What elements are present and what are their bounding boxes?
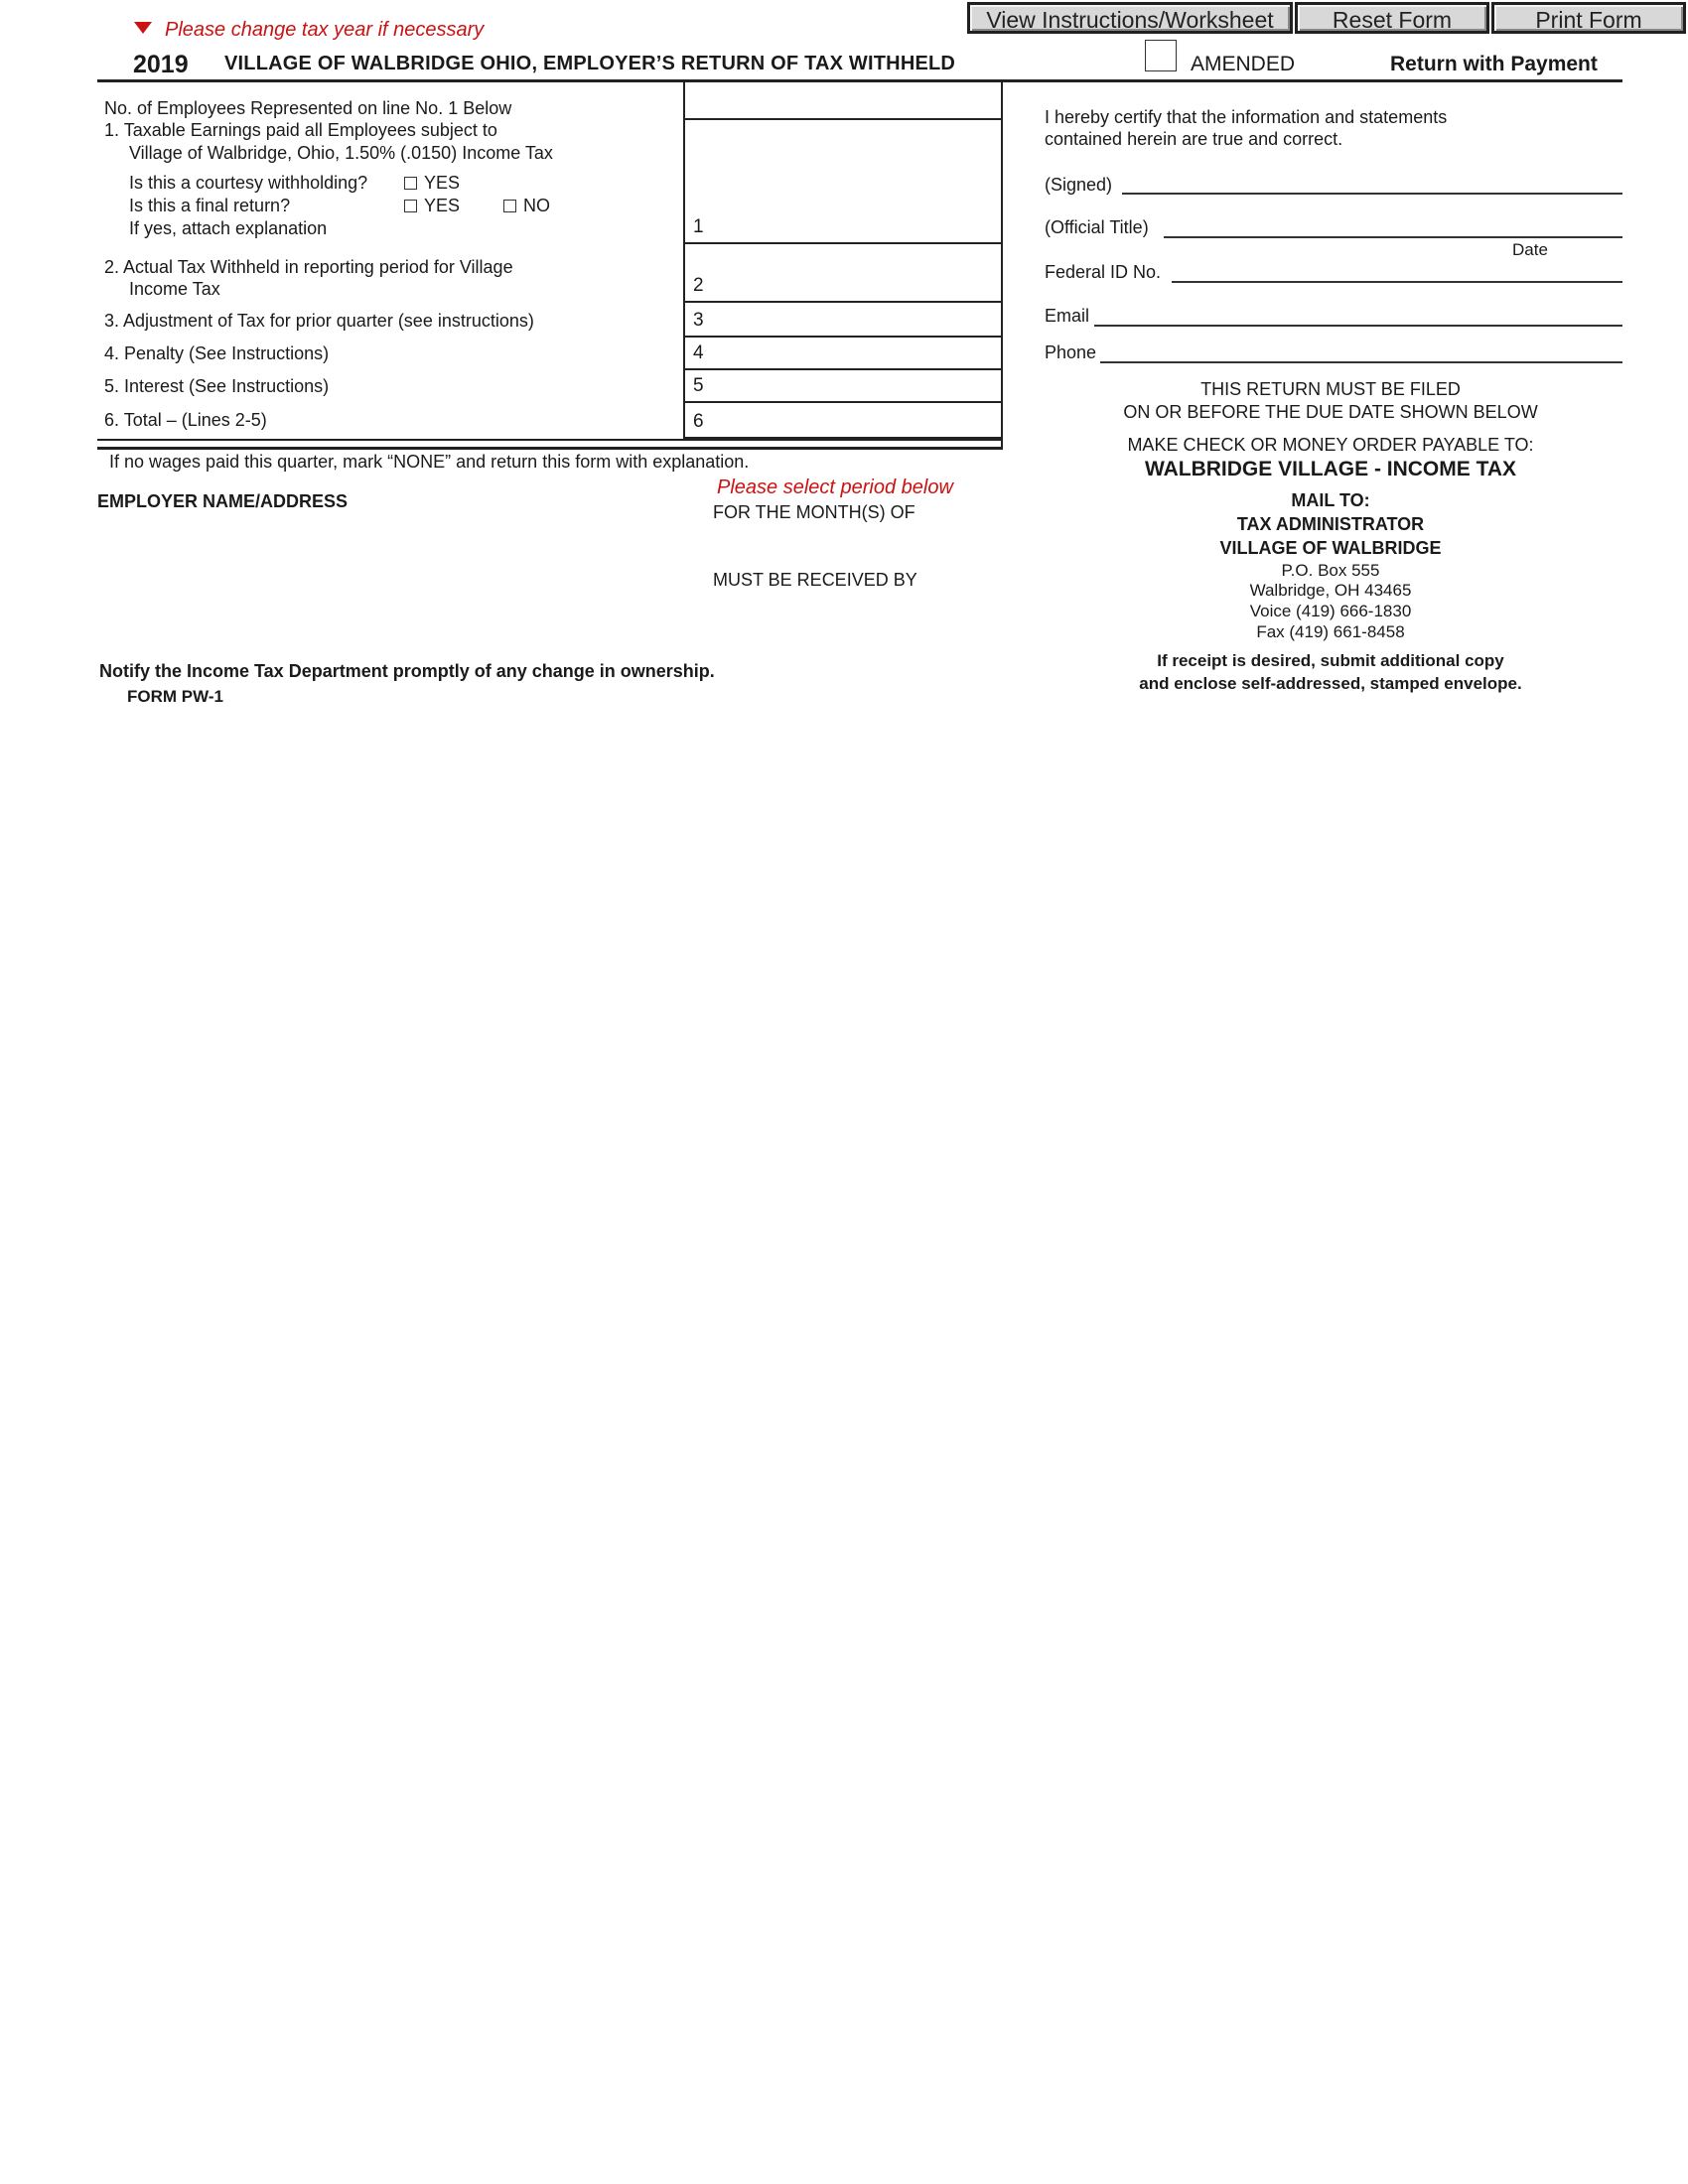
line3-label: 3. Adjustment of Tax for prior quarter (see instructions) [104,311,534,331]
no-wages-note: If no wages paid this quarter, mark “NONE” and return this form with explanation. [109,452,750,472]
signed-field[interactable] [1122,169,1622,193]
signed-label: (Signed) [1045,175,1113,195]
tax-year-select[interactable]: 2019 [133,51,189,78]
line6-label: 6. Total – (Lines 2-5) [104,410,267,430]
filing-notice-line1: THIS RETURN MUST BE FILED [1200,379,1461,399]
signed-line [1122,193,1622,195]
line2-input[interactable] [685,244,1001,301]
must-be-received-by-label: MUST BE RECEIVED BY [713,570,917,590]
line1-label: 1. Taxable Earnings paid all Employees subject to [104,120,497,140]
tax-administrator: TAX ADMINISTRATOR [1236,514,1425,534]
amended-checkbox[interactable] [1145,40,1177,71]
employees-label: No. of Employees Represented on line No. 1 Below [104,98,512,118]
amended-label: AMENDED [1191,53,1296,75]
phone-label: Phone [1045,342,1097,362]
line4-number: 4 [693,342,704,363]
date-label: Date [1512,240,1548,259]
phone-field[interactable] [1100,338,1622,361]
city-state-zip: Walbridge, OH 43465 [1249,581,1412,600]
form-number: FORM PW-1 [127,687,223,706]
period-months-select[interactable]: FOR THE MONTH(S) OF [713,502,915,522]
phone-line [1100,361,1622,363]
attach-explanation-label: If yes, attach explanation [129,218,328,238]
po-box: P.O. Box 555 [1281,561,1380,580]
email-line [1094,325,1622,327]
line3-input[interactable] [685,303,1001,336]
filing-notice-line2: ON OR BEFORE THE DUE DATE SHOWN BELOW [1123,402,1538,422]
line5-number: 5 [693,375,704,396]
line3-number: 3 [693,310,704,331]
triangle-down-icon [134,22,152,34]
federal-id-field[interactable] [1172,257,1622,281]
reset-form-button[interactable]: Reset Form [1295,2,1489,34]
line1-number: 1 [693,216,704,237]
village-name: VILLAGE OF WALBRIDGE [1219,538,1442,558]
tax-year-notice: Please change tax year if necessary [165,19,485,41]
print-form-button[interactable]: Print Form [1491,2,1686,34]
line4-label: 4. Penalty (See Instructions) [104,343,330,363]
email-label: Email [1045,306,1090,326]
line6-input[interactable] [685,403,1001,437]
line1-input[interactable] [685,120,1001,242]
no-label: NO [523,196,550,215]
final-no-checkbox[interactable] [503,200,516,212]
receipt-note-line2: and enclose self-addressed, stamped envelope. [1139,674,1522,693]
final-yes-option[interactable] [404,196,460,216]
courtesy-yes-option[interactable] [404,173,460,194]
payee-name: WALBRIDGE VILLAGE - INCOME TAX [1144,458,1517,480]
grid-line [97,447,1003,450]
fax-number: Fax (419) 661-8458 [1256,622,1405,641]
line2-sublabel: Income Tax [129,279,220,299]
final-no-option[interactable] [503,196,550,216]
receipt-note-line1: If receipt is desired, submit additional copy [1157,651,1504,670]
courtesy-yes-checkbox[interactable] [404,177,417,190]
grid-line [97,439,1003,441]
ownership-change-notice: Notify the Income Tax Department promptly of any change in ownership. [99,661,715,681]
header-rule [97,79,1622,82]
official-title-line [1164,236,1622,238]
select-period-notice: Please select period below [717,477,953,498]
certify-text-line1: I hereby certify that the information and statements [1045,107,1448,127]
line2-label: 2. Actual Tax Withheld in reporting period for Village [104,257,513,277]
employer-name-address-field[interactable] [97,516,693,645]
voice-phone: Voice (419) 666-1830 [1249,602,1412,620]
federal-id-line [1172,281,1622,283]
line5-label: 5. Interest (See Instructions) [104,376,330,396]
official-title-field[interactable] [1164,212,1622,236]
email-field[interactable] [1094,301,1622,325]
yes-label: YES [424,196,461,215]
employees-count-input[interactable] [685,83,1001,118]
official-title-label: (Official Title) [1045,217,1149,237]
return-with-payment-label: Return with Payment [1390,53,1598,75]
mail-to-label: MAIL TO: [1291,490,1370,510]
courtesy-question: Is this a courtesy withholding? [129,173,368,193]
view-instructions-button[interactable]: View Instructions/Worksheet [967,2,1293,34]
final-yes-checkbox[interactable] [404,200,417,212]
line5-input[interactable] [685,370,1001,401]
form-title: VILLAGE OF WALBRIDGE OHIO, EMPLOYER’S RETURN OF TAX WITHHELD [224,53,956,74]
final-return-question: Is this a final return? [129,196,291,215]
line2-number: 2 [693,275,704,296]
line4-input[interactable] [685,338,1001,368]
line6-number: 6 [693,411,704,432]
employer-name-address-label: EMPLOYER NAME/ADDRESS [97,491,349,511]
yes-label: YES [424,173,461,193]
amount-column-right-border [1001,81,1003,449]
certify-text-line2: contained herein are true and correct. [1045,129,1343,149]
payable-to-label: MAKE CHECK OR MONEY ORDER PAYABLE TO: [1127,435,1534,455]
federal-id-label: Federal ID No. [1045,262,1162,282]
line1-sublabel: Village of Walbridge, Ohio, 1.50% (.0150) Income Tax [129,143,553,163]
